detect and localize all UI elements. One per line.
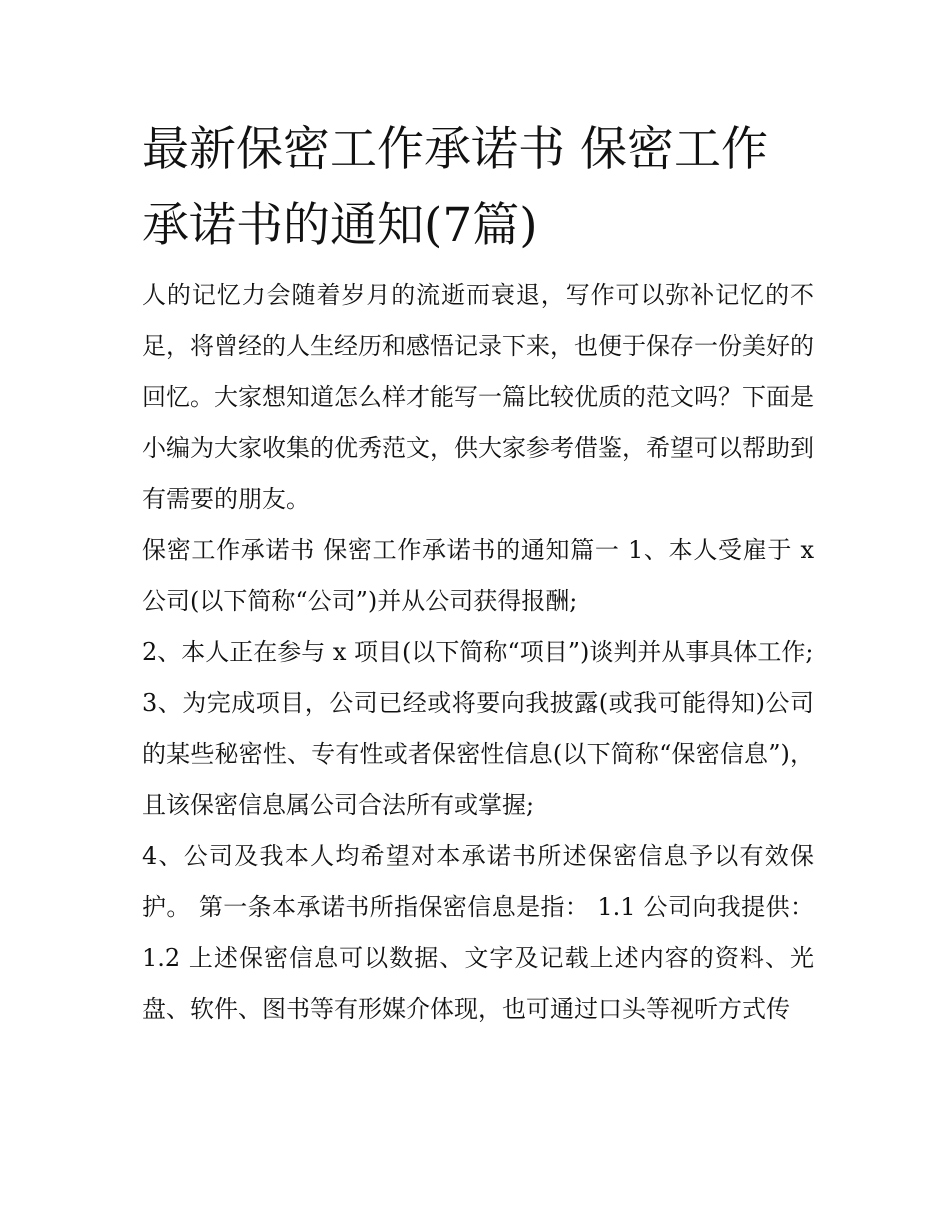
- document-page: [142, 112, 814, 1035]
- document-title: 最新保密工作承诺书 保密工作承诺书的通知(7篇): [142, 122, 768, 253]
- paragraph-clause-1: 保密工作承诺书 保密工作承诺书的通知篇一 1、本人受雇于 x 公司(以下简称“公司”)并从公司获得报酬;: [142, 536, 814, 615]
- paragraph-intro: 人的记忆力会随着岁月的流逝而衰退，写作可以弥补记忆的不足，将曾经的人生经历和感悟记录下来，也便于保存一份美好的回忆。大家想知道怎么样才能写一篇比较优质的范文吗？下面是小编为大家收集的优秀范文，供大家参考借鉴，希望可以帮助到有需要的朋友。: [142, 281, 814, 513]
- paragraph-clause-4: 4、公司及我本人均希望对本承诺书所述保密信息予以有效保护。 第一条本承诺书所指保密信息是指： 1.1 公司向我提供：1.2 上述保密信息可以数据、文字及记载上述内容的资料、光盘、软件、图书等有形媒介体现，也可通过口头等视听方式传: [142, 842, 814, 1023]
- paragraph-clause-2: 2、本人正在参与 x 项目(以下简称“项目”)谈判并从事具体工作;: [142, 638, 814, 666]
- paragraph-clause-3: 3、为完成项目，公司已经或将要向我披露(或我可能得知)公司的某些秘密性、专有性或者保密性信息(以下简称“保密信息”)，且该保密信息属公司合法所有或掌握;: [142, 689, 814, 819]
